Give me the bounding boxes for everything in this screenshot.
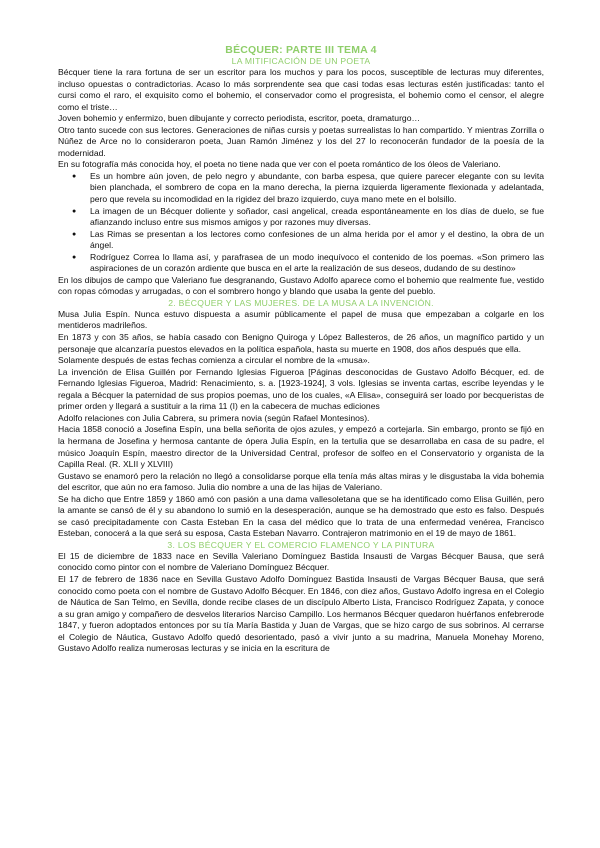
bullet-list — [58, 171, 544, 275]
section-2-title: 2. BÉCQUER Y LAS MUJERES. DE LA MUSA A LA INVENCIÓN. — [168, 297, 434, 308]
section-3-title: 3. LOS BÉCQUER Y EL COMERCIO FLAMENCO Y LA PINTURA — [167, 539, 435, 550]
paragraph: La invención de Elisa Guillén por Fernando Iglesias Figueroa [Páginas desconocidas de Gustavo Adolfo Bécquer, ed. de Fernando Iglesias Figueroa, Madrid: Renacimiento, s. a. [1923-1924], 3 vols. Iglesias se inventa cartas, escribe leyendas y le regala a Bécquer la paternidad de sus propios poemas, uno de los cuales, «A Elisa», conseguirá ser loado por becqueristas de primer orden y llegará a sustituir a la rima 11 (I) en la cabecera de muchas ediciones — [58, 366, 544, 412]
intro-paragraph: Otro tanto sucede con sus lectores. Generaciones de niñas cursis y poetas surrealistas lo han compartido. Y mientras Zorrilla o Núñez de Arce no lo consideraron poeta, Juan Ramón Jiménez y los del 27 lo reconocerán fundador de la poesía de la modernidad. — [58, 124, 544, 158]
paragraph: Adolfo relaciones con Julia Cabrera, su primera novia (según Rafael Montesinos). — [58, 412, 370, 423]
intro-paragraph: En su fotografía más conocida hoy, el poeta no tiene nada que ver con el poeta romántico de los óleos de Valeriano. — [58, 159, 501, 170]
paragraph: En los dibujos de campo que Valeriano fue desgranando, Gustavo Adolfo aparece como el bohemio que realmente fue, vestido con ropas cómodas y arrugadas, o con el sombrero hongo y blando que usaba la gente del pueblo. — [58, 274, 544, 297]
intro-paragraph: Joven bohemio y enfermizo, buen dibujante y correcto periodista, escritor, poeta, dramaturgo… — [58, 113, 421, 124]
document-title: BÉCQUER: PARTE III TEMA 4 — [225, 44, 377, 56]
paragraph: En 1873 y con 35 años, se había casado con Benigno Quiroga y López Ballesteros, de 26 años, un magnífico partido y un personaje que alcanzaría puestos elevados en la política española, hasta su muerte en 1908, dos años después que ella. — [58, 332, 544, 354]
bullet-item: ● La imagen de un Bécquer doliente y soñador, casi angelical, creada espontáneamente en los días de duelo, se fue afianzando incluso entre sus mismos amigos y por razones muy diversas. — [78, 206, 544, 229]
section-1-title: LA MITIFICACIÓN DE UN POETA — [231, 56, 371, 66]
bullet-item: ● Es un hombre aún joven, de pelo negro y abundante, con barba espesa, que quiere parecer elegante con su levita bien planchada, el sombrero de copa en la mano derecha, la pierna izquierda ligeramente flexionada y adelantada, pero que revela su incomodidad en la rigidez del brazo izquierdo, cuya mano mete en el bolsillo. — [78, 171, 544, 206]
paragraph: El 17 de febrero de 1836 nace en Sevilla Gustavo Adolfo Domínguez Bastida Insausti de Vargas Bécquer Bausa, que será conocido como poeta con el nombre de Gustavo Adolfo Bécquer. En 1846, con diez años, Gustavo Adolfo ingresa en el Colegio de Náutica de San Telmo, en Sevilla, donde recibe clases de un discípulo Alberto Lista, Francisco Rodríguez Zapata, y conoce a su gran amigo y compañero de desvelos literarios Narciso Campillo. Los hermanos Bécquer quedaron huérfanos enfebrerode 1847, y fueron adoptados entonces por su tía María Bastida y Juan de Vargas, que se hizo cargo de sus sobrinos. Al cerrarse el Colegio de Náutica, Gustavo Adolfo quedó desorientado, pasó a vivir junto a su madrina, Manuela Monehay Moreno, Gustavo Adolfo realiza numerosas lecturas y se inicia en la escritura de — [58, 573, 544, 654]
paragraph: Musa Julia Espín. Nunca estuvo dispuesta a asumir públicamente el papel de musa que empezaban a colgarle en los mentideros madrileños. — [58, 308, 544, 331]
paragraph: Se ha dicho que Entre 1859 y 1860 amó con pasión a una dama vallesoletana que se ha identificado como Elisa Guillén, pero la amante se cansó de él y su abandono lo sumió en la desesperación, aunque se ha demostrado que esto es falso. Después se casó precipitadamente con Casta Esteban En la casa del médico que lo trata de una enfermedad venérea, Francisco Esteban, conocerá a la que será su esposa, Casta Esteban Navarro. Contrajeron matrimonio en el 19 de mayo de 1861. — [58, 493, 544, 539]
paragraph: Solamente después de estas fechas comienza a circular el nombre de la «musa». — [58, 355, 370, 366]
bullet-item: ● Las Rimas se presentan a los lectores como confesiones de un alma herida por el amor y el destino, la obra de un ángel. — [78, 229, 544, 252]
paragraph: Gustavo se enamoró pero la relación no llegó a consolidarse porque ella tenía más altas miras y le disgustaba la vida bohemia del escritor, que aún no era famoso. Julia dio nombre a una de las hijas de Valeriano. — [58, 470, 544, 493]
intro-paragraph: Bécquer tiene la rara fortuna de ser un escritor para los muchos y para los pocos, susceptible de lecturas muy diferentes, incluso opuestas o contradictorias. Acaso lo más sorprendente sea que casi todas esas lecturas estén justificadas: tanto el cursi como el raro, el exquisito como el bohemio, el conservador como el progresista, el bohemio como el censor, el alegre como el triste… — [58, 67, 544, 112]
bullet-item: ● Rodríguez Correa lo llama así, y parafrasea de un modo inequívoco el contenido de los poemas. «Son primero las aspiraciones de un corazón ardiente que busca en el arte la realización de sus deseos, dudando de su destino» — [78, 252, 544, 275]
document-page — [58, 44, 544, 655]
paragraph: El 15 de diciembre de 1833 nace en Sevilla Valeriano Domínguez Bastida Insausti de Vargas Bécquer Bausa, que será conocido como pintor con el nombre de Valeriano Domínguez Bécquer. — [58, 550, 544, 573]
paragraph: Hacia 1858 conoció a Josefina Espín, una bella señorita de ojos azules, y empezó a cortejarla. Sin embargo, pronto se fijó en la hermana de Josefina y hermosa cantante de ópera Julia Espín, en la tertulia que se desarrollaba en casa de su padre, el músico Joaquín Espín, maestro director de la Universidad Central, profesor de solfeo en el Conservatorio y organista de la Capilla Real. (R. XLII y XLVIII) — [58, 424, 544, 470]
